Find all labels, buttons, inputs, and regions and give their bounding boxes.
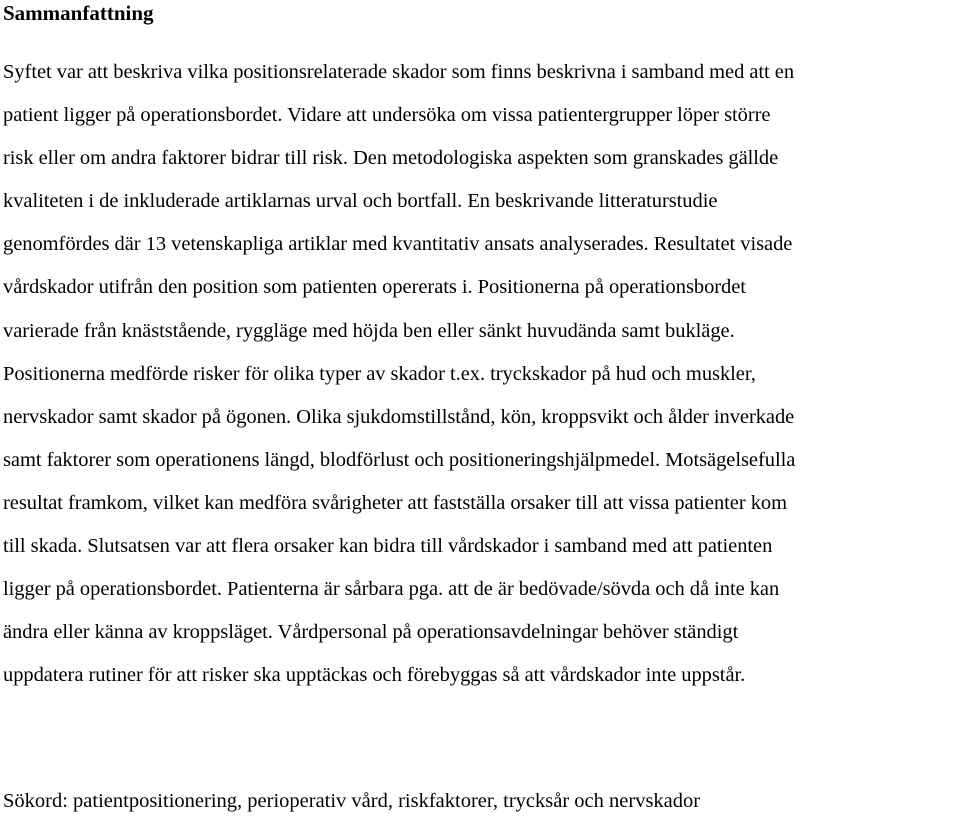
abstract-line: samt faktorer som operationens längd, blodförlust och positioneringshjälpmedel. Motsägelsefulla	[3, 448, 796, 471]
abstract-line: patient ligger på operationsbordet. Vidare att undersöka om vissa patientergrupper löper större	[3, 104, 771, 127]
abstract-line: till skada. Slutsatsen var att flera orsaker kan bidra till vårdskador i samband med att patienten	[3, 535, 773, 558]
abstract-line: genomfördes där 13 vetenskapliga artiklar med kvantitativ ansats analyserades. Resultatet visade	[3, 233, 793, 256]
abstract-line: resultat framkom, vilket kan medföra svårigheter att fastställa orsaker till att vissa patienter kom	[3, 491, 787, 514]
abstract-line: vårdskador utifrån den position som patienten opererats i. Positionerna på operationsbordet	[3, 276, 746, 299]
abstract-paragraph	[3, 51, 959, 697]
abstract-line: Syftet var att beskriva vilka positionsrelaterade skador som finns beskrivna i samband med att en	[3, 61, 795, 83]
abstract-line: varierade från knäststående, ryggläge med höjda ben eller sänkt huvudända samt bukläge.	[3, 319, 735, 342]
keywords-line: Sökord: patientpositionering, perioperativ vård, riskfaktorer, trycksår och nervskador	[3, 790, 701, 812]
abstract-line: nervskador samt skador på ögonen. Olika sjukdomstillstånd, kön, kroppsvikt och ålder inverkade	[3, 405, 795, 428]
section-heading: Sammanfattning	[3, 1, 154, 25]
abstract-line: risk eller om andra faktorer bidrar till risk. Den metodologiska aspekten som granskades gällde	[3, 147, 779, 170]
abstract-line: kvaliteten i de inkluderade artiklarnas urval och bortfall. En beskrivande litteraturstudie	[3, 190, 718, 213]
abstract-line: uppdatera rutiner för att risker ska upptäckas och förebyggas så att vårdskador inte uppstår.	[3, 664, 746, 687]
abstract-line: ligger på operationsbordet. Patienterna är sårbara pga. att de är bedövade/sövda och då inte kan	[3, 578, 780, 601]
abstract-line: ändra eller känna av kroppsläget. Vårdpersonal på operationsavdelningar behöver ständigt	[3, 621, 739, 644]
abstract-line: Positionerna medförde risker för olika typer av skador t.ex. tryckskador på hud och muskler,	[3, 362, 756, 385]
